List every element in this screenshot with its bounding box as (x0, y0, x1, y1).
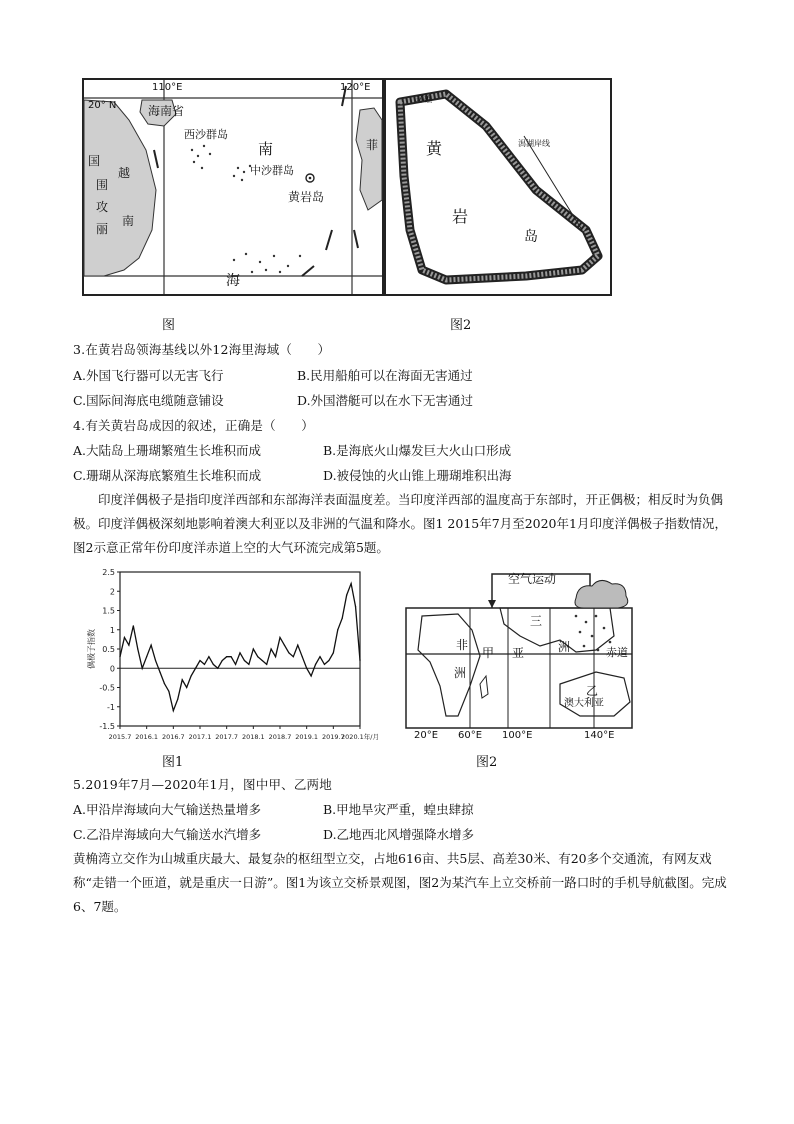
chart-data-point (142, 668, 143, 669)
chart-data-point (155, 660, 156, 661)
chart-data-point (208, 656, 209, 657)
q5-option-c[interactable]: C.乙沿岸海域向大气输送水汽增多 (73, 827, 262, 842)
reef-label: 环礁 (416, 95, 432, 104)
q4-stem: 4.有关黄岩岛成因的叙述，正确是（ ） (73, 418, 314, 433)
chart-data-point (137, 648, 138, 649)
chart-y-tick-label: 1.5 (102, 606, 115, 616)
chart-data-point (173, 710, 174, 711)
caption-bottom-right: 图2 (476, 755, 498, 770)
chart-data-point (244, 660, 245, 661)
chart-data-point (226, 656, 227, 657)
chart-data-point (191, 675, 192, 676)
chart-data-point (337, 629, 338, 630)
chart-data-point (306, 668, 307, 669)
chart-data-point (177, 698, 178, 699)
vertical-char-1: 国 (88, 154, 101, 168)
chart-data-point (342, 618, 343, 619)
equator-label: 赤道 (606, 646, 628, 659)
chart-data-point (346, 595, 347, 596)
chart-data-point (119, 656, 120, 657)
q3-option-a[interactable]: A.外国飞行器可以无害飞行 (73, 368, 224, 383)
philippines-label: 菲 (366, 138, 379, 152)
chart-data-point (319, 656, 320, 657)
chart-y-tick-label: -0.5 (99, 683, 115, 693)
chart-data-point (284, 645, 285, 646)
huangyan-label: 黄岩岛 (288, 190, 325, 204)
vertical-char-2: 围 (96, 178, 109, 192)
q4-option-c[interactable]: C.珊瑚从深海底繁殖生长堆积而成 (73, 468, 262, 483)
q4-option-b[interactable]: B.是海底火山爆发巨大火山口形成 (323, 443, 512, 458)
hainan-label: 海南省 (148, 104, 185, 118)
passage-huangjuewan: 黄桷湾立交作为山城重庆最大、最复杂的枢纽型立交，占地616亩、共5层、高差30米、有20多个交通流，有网友戏称“走错一个匝道，就是重庆一日游”。图1为该立交桥景观图，图2为某汽车上立交桥前一路口时的手机导航截图。完成6、7题。 (73, 851, 727, 914)
chart-data-point (204, 664, 205, 665)
south-china-sea-map-drawing (84, 80, 382, 294)
point-yi-label: 乙 (586, 684, 599, 698)
q5-option-a[interactable]: A.甲沿岸海域向大气输送热量增多 (73, 802, 262, 817)
chart-data-point (151, 645, 152, 646)
chart-x-tick-label: 2019.1 (295, 733, 319, 741)
chart-x-tick-label: 2018.7 (268, 733, 292, 741)
chart-y-tick-label: 2 (109, 587, 115, 597)
africa-zhou-label: 洲 (454, 666, 467, 680)
coastline-label: 潟湖岸线 (518, 139, 550, 148)
passage-iod: 印度洋偶极子是指印度洋西部和东部海洋表面温度差。当印度洋西部的温度高于东部时，开正偶极；相反时为负偶极。印度洋偶极深刻地影响着澳大利亚以及非洲的气温和降水。图1 2015年7月至2020年1月印度洋偶极子指数情况，图2示意正常年份印度洋赤道上空的大气环流完成第5题。 (73, 492, 727, 555)
q5-option-b[interactable]: B.甲地旱灾严重，蝗虫肆掠 (323, 802, 474, 817)
chart-data-point (333, 652, 334, 653)
chart-data-point (146, 656, 147, 657)
chart-x-tick-label: 2017.7 (215, 733, 239, 741)
chart-y-tick-label: 0 (109, 664, 115, 674)
chart-y-tick-label: 1 (109, 625, 115, 635)
caption-bottom-left: 图1 (162, 755, 184, 770)
sea-hai-label: 海 (226, 273, 240, 289)
chart-data-point (253, 648, 254, 649)
caption-top-left: 图 (162, 318, 176, 333)
q3-option-b[interactable]: B.民用船舶可以在海面无害通过 (297, 368, 473, 383)
chart-data-point (279, 637, 280, 638)
vertical-char-4: 丽 (96, 222, 109, 236)
zhongsha-label: 中沙群岛 (250, 164, 294, 177)
chart-data-point (257, 656, 258, 657)
chart-data-point (288, 652, 289, 653)
chart-x-tick-label: 2016.7 (161, 733, 185, 741)
chart-data-point (248, 664, 249, 665)
chart-data-point (133, 625, 134, 626)
australia-label: 澳大利亚 (564, 698, 604, 709)
chart-series-line (120, 584, 360, 711)
q3-stem: 3.在黄岩岛领海基线以外12海里海域（ ） (73, 342, 331, 357)
xisha-label: 西沙群岛 (184, 128, 228, 141)
chart-data-point (213, 664, 214, 665)
asia-zhou-label: 洲 (558, 640, 571, 654)
chart-data-point (239, 652, 240, 653)
chart-data-point (159, 672, 160, 673)
vertical-char-3: 攻 (96, 200, 109, 214)
circulation-map (400, 566, 640, 744)
chart-data-point (315, 664, 316, 665)
q3-option-c[interactable]: C.国际间海底电缆随意铺设 (73, 393, 224, 408)
chart-data-point (199, 660, 200, 661)
asia-san-label: 三 (530, 614, 543, 628)
lat-20-label: 20° N (88, 100, 117, 111)
chart-data-point (231, 656, 232, 657)
air-movement-label: 空气运动 (508, 572, 557, 586)
lon-20e-label: 20°E (414, 730, 439, 741)
chart-data-point (262, 660, 263, 661)
chart-y-tick-label: -1.5 (99, 722, 115, 731)
caption-top-right: 图2 (450, 318, 472, 333)
chart-data-point (186, 687, 187, 688)
point-jia-label: 甲 (482, 646, 495, 660)
chart-x-tick-label: 2019.7 (321, 733, 345, 741)
chart-data-point (222, 660, 223, 661)
chart-y-tick-label: -1 (107, 702, 115, 712)
chart-data-point (164, 683, 165, 684)
south-china-sea-map (82, 78, 384, 296)
chart-x-tick-label: 2015.7 (108, 733, 132, 741)
chart-data-point (124, 637, 125, 638)
chart-plot-frame (120, 572, 360, 726)
chart-data-point (182, 679, 183, 680)
lon-100e-label: 100°E (502, 730, 533, 741)
chart-data-point (195, 668, 196, 669)
chart-data-point (168, 691, 169, 692)
q3-option-d[interactable]: D.外国潜艇可以在水下无害通过 (297, 393, 474, 408)
q4-option-d[interactable]: D.被侵蚀的火山锥上珊瑚堆积出海 (323, 468, 512, 483)
island-char-dao: 岛 (524, 229, 538, 245)
chart-data-point (266, 664, 267, 665)
atoll-drawing (386, 80, 610, 294)
iod-chart-svg (80, 566, 379, 746)
chart-data-point (235, 664, 236, 665)
q4-option-a[interactable]: A.大陆岛上珊瑚繁殖生长堆积而成 (73, 443, 262, 458)
chart-data-point (293, 656, 294, 657)
asia-ya-label: 亚 (512, 646, 525, 660)
chart-data-point (324, 664, 325, 665)
q5-stem: 5.2019年7月—2020年1月，图中甲、乙两地 (73, 777, 332, 792)
chart-data-point (297, 645, 298, 646)
vietnam-char-2: 南 (122, 214, 135, 228)
chart-y-tick-label: 0.5 (102, 645, 115, 654)
chart-data-point (302, 656, 303, 657)
lon-60e-label: 60°E (458, 730, 483, 741)
chart-data-point (271, 648, 272, 649)
africa-fei-label: 非 (456, 638, 469, 652)
chart-data-point (275, 656, 276, 657)
huangyan-atoll-map (384, 78, 612, 296)
chart-x-tick-label: 2020.1年/月 (341, 733, 379, 741)
chart-data-point (359, 660, 360, 661)
lon-140e-label: 140°E (584, 730, 615, 741)
chart-data-point (328, 660, 329, 661)
chart-y-axis-label: 偶极子指数 (87, 629, 96, 669)
lon-120-label: 120°E (340, 82, 371, 93)
chart-data-point (351, 583, 352, 584)
sea-nan-label: 南 (258, 140, 274, 158)
chart-x-tick-label: 2017.1 (188, 733, 212, 741)
chart-x-tick-label: 2016.1 (135, 733, 159, 741)
island-char-yan: 岩 (452, 207, 469, 226)
lon-110-label: 110°E (152, 82, 183, 93)
chart-y-tick-label: 2.5 (102, 568, 115, 577)
iod-index-chart (80, 566, 379, 746)
island-char-huang: 黄 (426, 139, 443, 158)
q5-option-d[interactable]: D.乙地西北风增强降水增多 (323, 827, 475, 842)
chart-data-point (217, 668, 218, 669)
chart-x-tick-label: 2018.1 (241, 733, 265, 741)
chart-data-point (311, 675, 312, 676)
vietnam-char-1: 越 (118, 166, 131, 180)
chart-data-point (355, 606, 356, 607)
chart-data-point (128, 645, 129, 646)
